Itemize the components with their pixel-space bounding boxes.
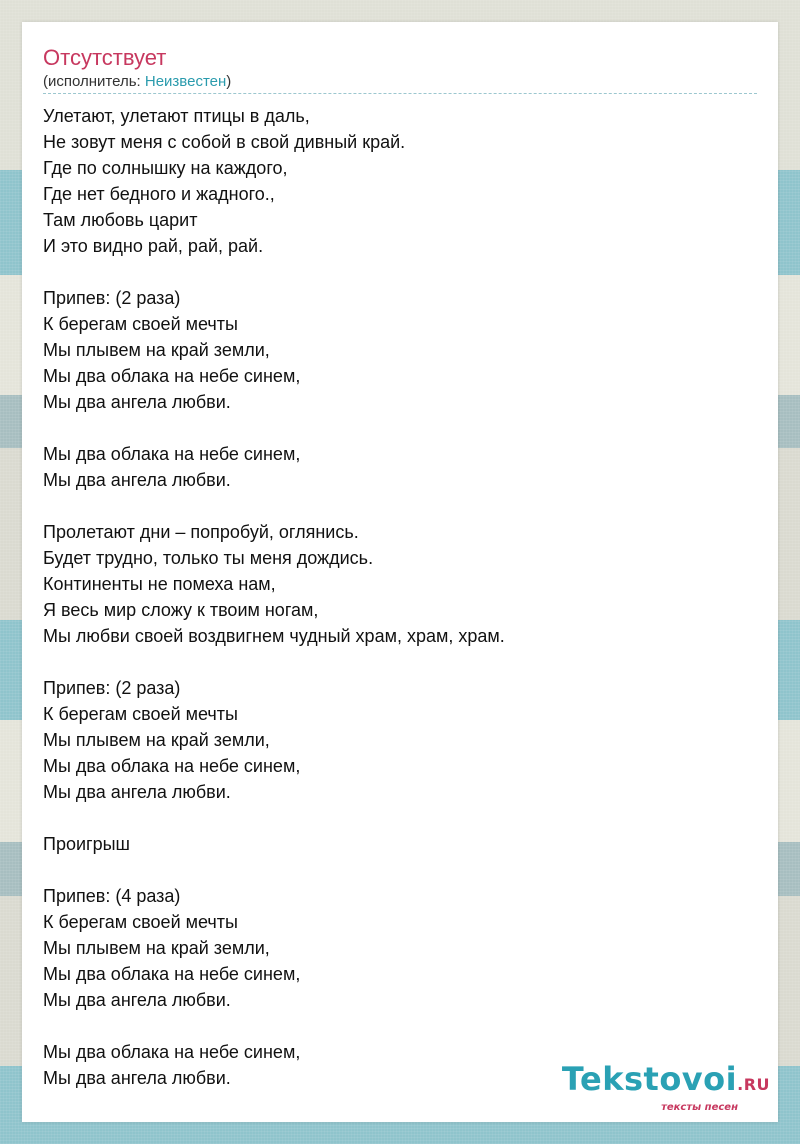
- logo-tagline: тексты песен: [661, 1102, 738, 1113]
- lyrics-text: Улетают, улетают птицы в даль, Не зовут меня с собой в свой дивный край. Где по солнышку на каждого, Где нет бедного и жадного., Там любовь царит И это видно рай, рай, рай. Припев: (2 раза) К берегам своей мечты Мы плывем на край земли, Мы два облака на небе синем, Мы два ангела любви. Мы два облака на небе синем, Мы два ангела любви. Пролетают дни – попробуй, оглянись. Будет трудно, только ты меня дождись. Континенты не помеха нам, Я весь мир сложу к твоим ногам, Мы любви своей воздвигнем чудный храм, храм, храм. Припев: (2 раза) К берегам своей мечты Мы плывем на край земли, Мы два облака на небе синем, Мы два ангела любви. Проигрыш Припев: (4 раза) К берегам своей мечты Мы плывем на край земли, Мы два облака на небе синем, Мы два ангела любви. Мы два облака на небе синем, Мы два ангела любви.: [43, 106, 505, 1088]
- byline-suffix: ): [226, 73, 232, 90]
- lyrics-sheet: [22, 22, 778, 1122]
- byline-prefix: (исполнитель:: [43, 73, 145, 90]
- divider: [43, 93, 757, 94]
- logo-name: Tekstovoi: [561, 1060, 738, 1098]
- artist-link[interactable]: Неизвестен: [144, 73, 227, 90]
- artist-byline: [43, 73, 231, 91]
- logo-tld: .RU: [737, 1075, 770, 1094]
- song-title: Отсутствует: [43, 45, 167, 70]
- site-logo[interactable]: [562, 1062, 770, 1114]
